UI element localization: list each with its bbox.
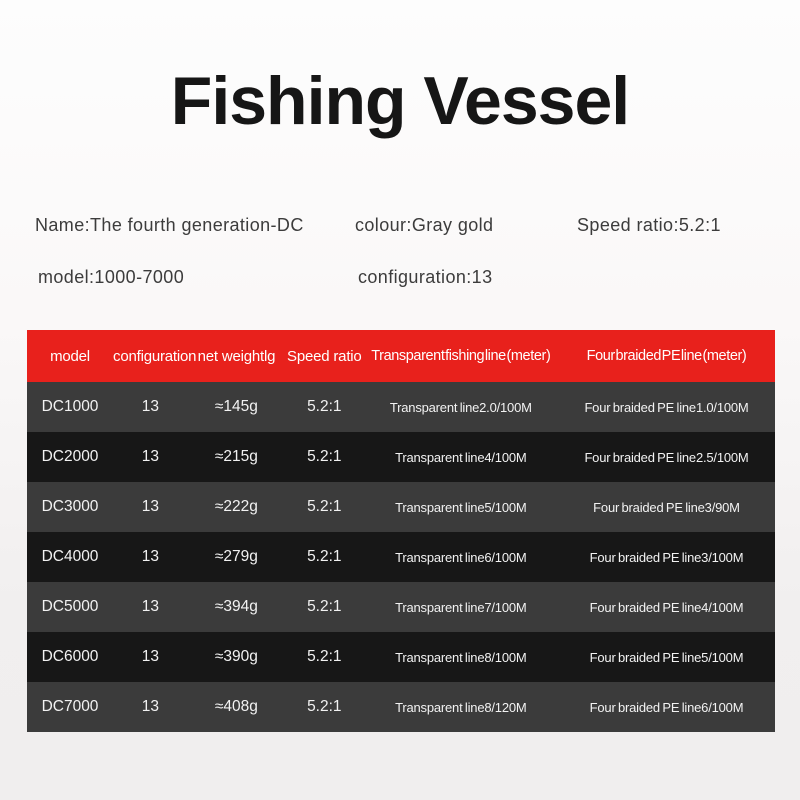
header-cell-model: model — [50, 347, 90, 365]
cell-net-weight: ≈222g — [214, 498, 258, 515]
cell-model: DC4000 — [41, 548, 99, 565]
cell-configuration: 13 — [141, 498, 160, 515]
header-cell-transparent-line: Transparent fishing line (meter) — [371, 348, 551, 364]
table-row — [27, 482, 775, 532]
cell-configuration: 13 — [141, 698, 160, 715]
cell-pe-line: Four braided PE line6/100M — [589, 699, 744, 715]
spec-speed-ratio: Speed ratio:5.2:1 — [577, 215, 721, 235]
cell-speed-ratio: 5.2:1 — [307, 498, 342, 515]
cell-pe-line: Four braided PE line4/100M — [589, 599, 744, 615]
cell-net-weight: ≈394g — [214, 598, 258, 615]
cell-model: DC2000 — [41, 448, 99, 465]
cell-pe-line: Four braided PE line5/100M — [589, 649, 744, 665]
cell-model: DC6000 — [41, 648, 99, 665]
cell-transparent-line: Transparent line8/120M — [395, 699, 527, 715]
table-row — [27, 682, 775, 732]
table-row — [27, 632, 775, 682]
cell-pe-line: Four braided PE line1.0/100M — [584, 399, 749, 415]
spec-table — [27, 330, 775, 732]
spec-colour: colour:Gray gold — [355, 215, 494, 235]
cell-speed-ratio: 5.2:1 — [307, 698, 342, 715]
spec-model: model:1000-7000 — [38, 267, 185, 287]
table-header-row — [27, 330, 775, 382]
cell-model: DC1000 — [41, 398, 99, 415]
header-cell-configuration: configuration — [113, 347, 197, 365]
header-cell-pe-line: Four braided PE line (meter) — [586, 348, 747, 364]
cell-transparent-line: Transparent line6/100M — [395, 549, 527, 565]
cell-configuration: 13 — [141, 548, 160, 565]
header-cell-speed-ratio: Speed ratio — [287, 347, 362, 365]
cell-transparent-line: Transparent line8/100M — [395, 649, 527, 665]
cell-pe-line: Four braided PE line3/90M — [593, 499, 740, 515]
cell-model: DC7000 — [41, 698, 99, 715]
cell-transparent-line: Transparent line5/100M — [395, 499, 527, 515]
spec-name: Name:The fourth generation-DC — [35, 215, 304, 235]
spec-configuration: configuration:13 — [358, 267, 493, 287]
cell-net-weight: ≈215g — [214, 448, 258, 465]
table-row — [27, 382, 775, 432]
cell-model: DC3000 — [41, 498, 99, 515]
page-title: Fishing Vessel — [170, 63, 630, 139]
table-row — [27, 532, 775, 582]
cell-configuration: 13 — [141, 648, 160, 665]
cell-speed-ratio: 5.2:1 — [307, 398, 342, 415]
cell-pe-line: Four braided PE line3/100M — [589, 549, 744, 565]
cell-net-weight: ≈145g — [214, 398, 258, 415]
cell-transparent-line: Transparent line4/100M — [395, 449, 527, 465]
cell-net-weight: ≈279g — [214, 548, 258, 565]
cell-net-weight: ≈390g — [214, 648, 258, 665]
table-row — [27, 582, 775, 632]
cell-speed-ratio: 5.2:1 — [307, 648, 342, 665]
cell-configuration: 13 — [141, 598, 160, 615]
cell-transparent-line: Transparent line2.0/100M — [389, 399, 532, 415]
cell-configuration: 13 — [141, 448, 160, 465]
cell-net-weight: ≈408g — [214, 698, 258, 715]
header-cell-net-weight: net weightlg — [197, 347, 276, 365]
cell-model: DC5000 — [41, 598, 99, 615]
cell-speed-ratio: 5.2:1 — [307, 448, 342, 465]
cell-configuration: 13 — [141, 398, 160, 415]
cell-transparent-line: Transparent line7/100M — [395, 599, 527, 615]
cell-speed-ratio: 5.2:1 — [307, 598, 342, 615]
cell-speed-ratio: 5.2:1 — [307, 548, 342, 565]
table-row — [27, 432, 775, 482]
cell-pe-line: Four braided PE line2.5/100M — [584, 449, 749, 465]
